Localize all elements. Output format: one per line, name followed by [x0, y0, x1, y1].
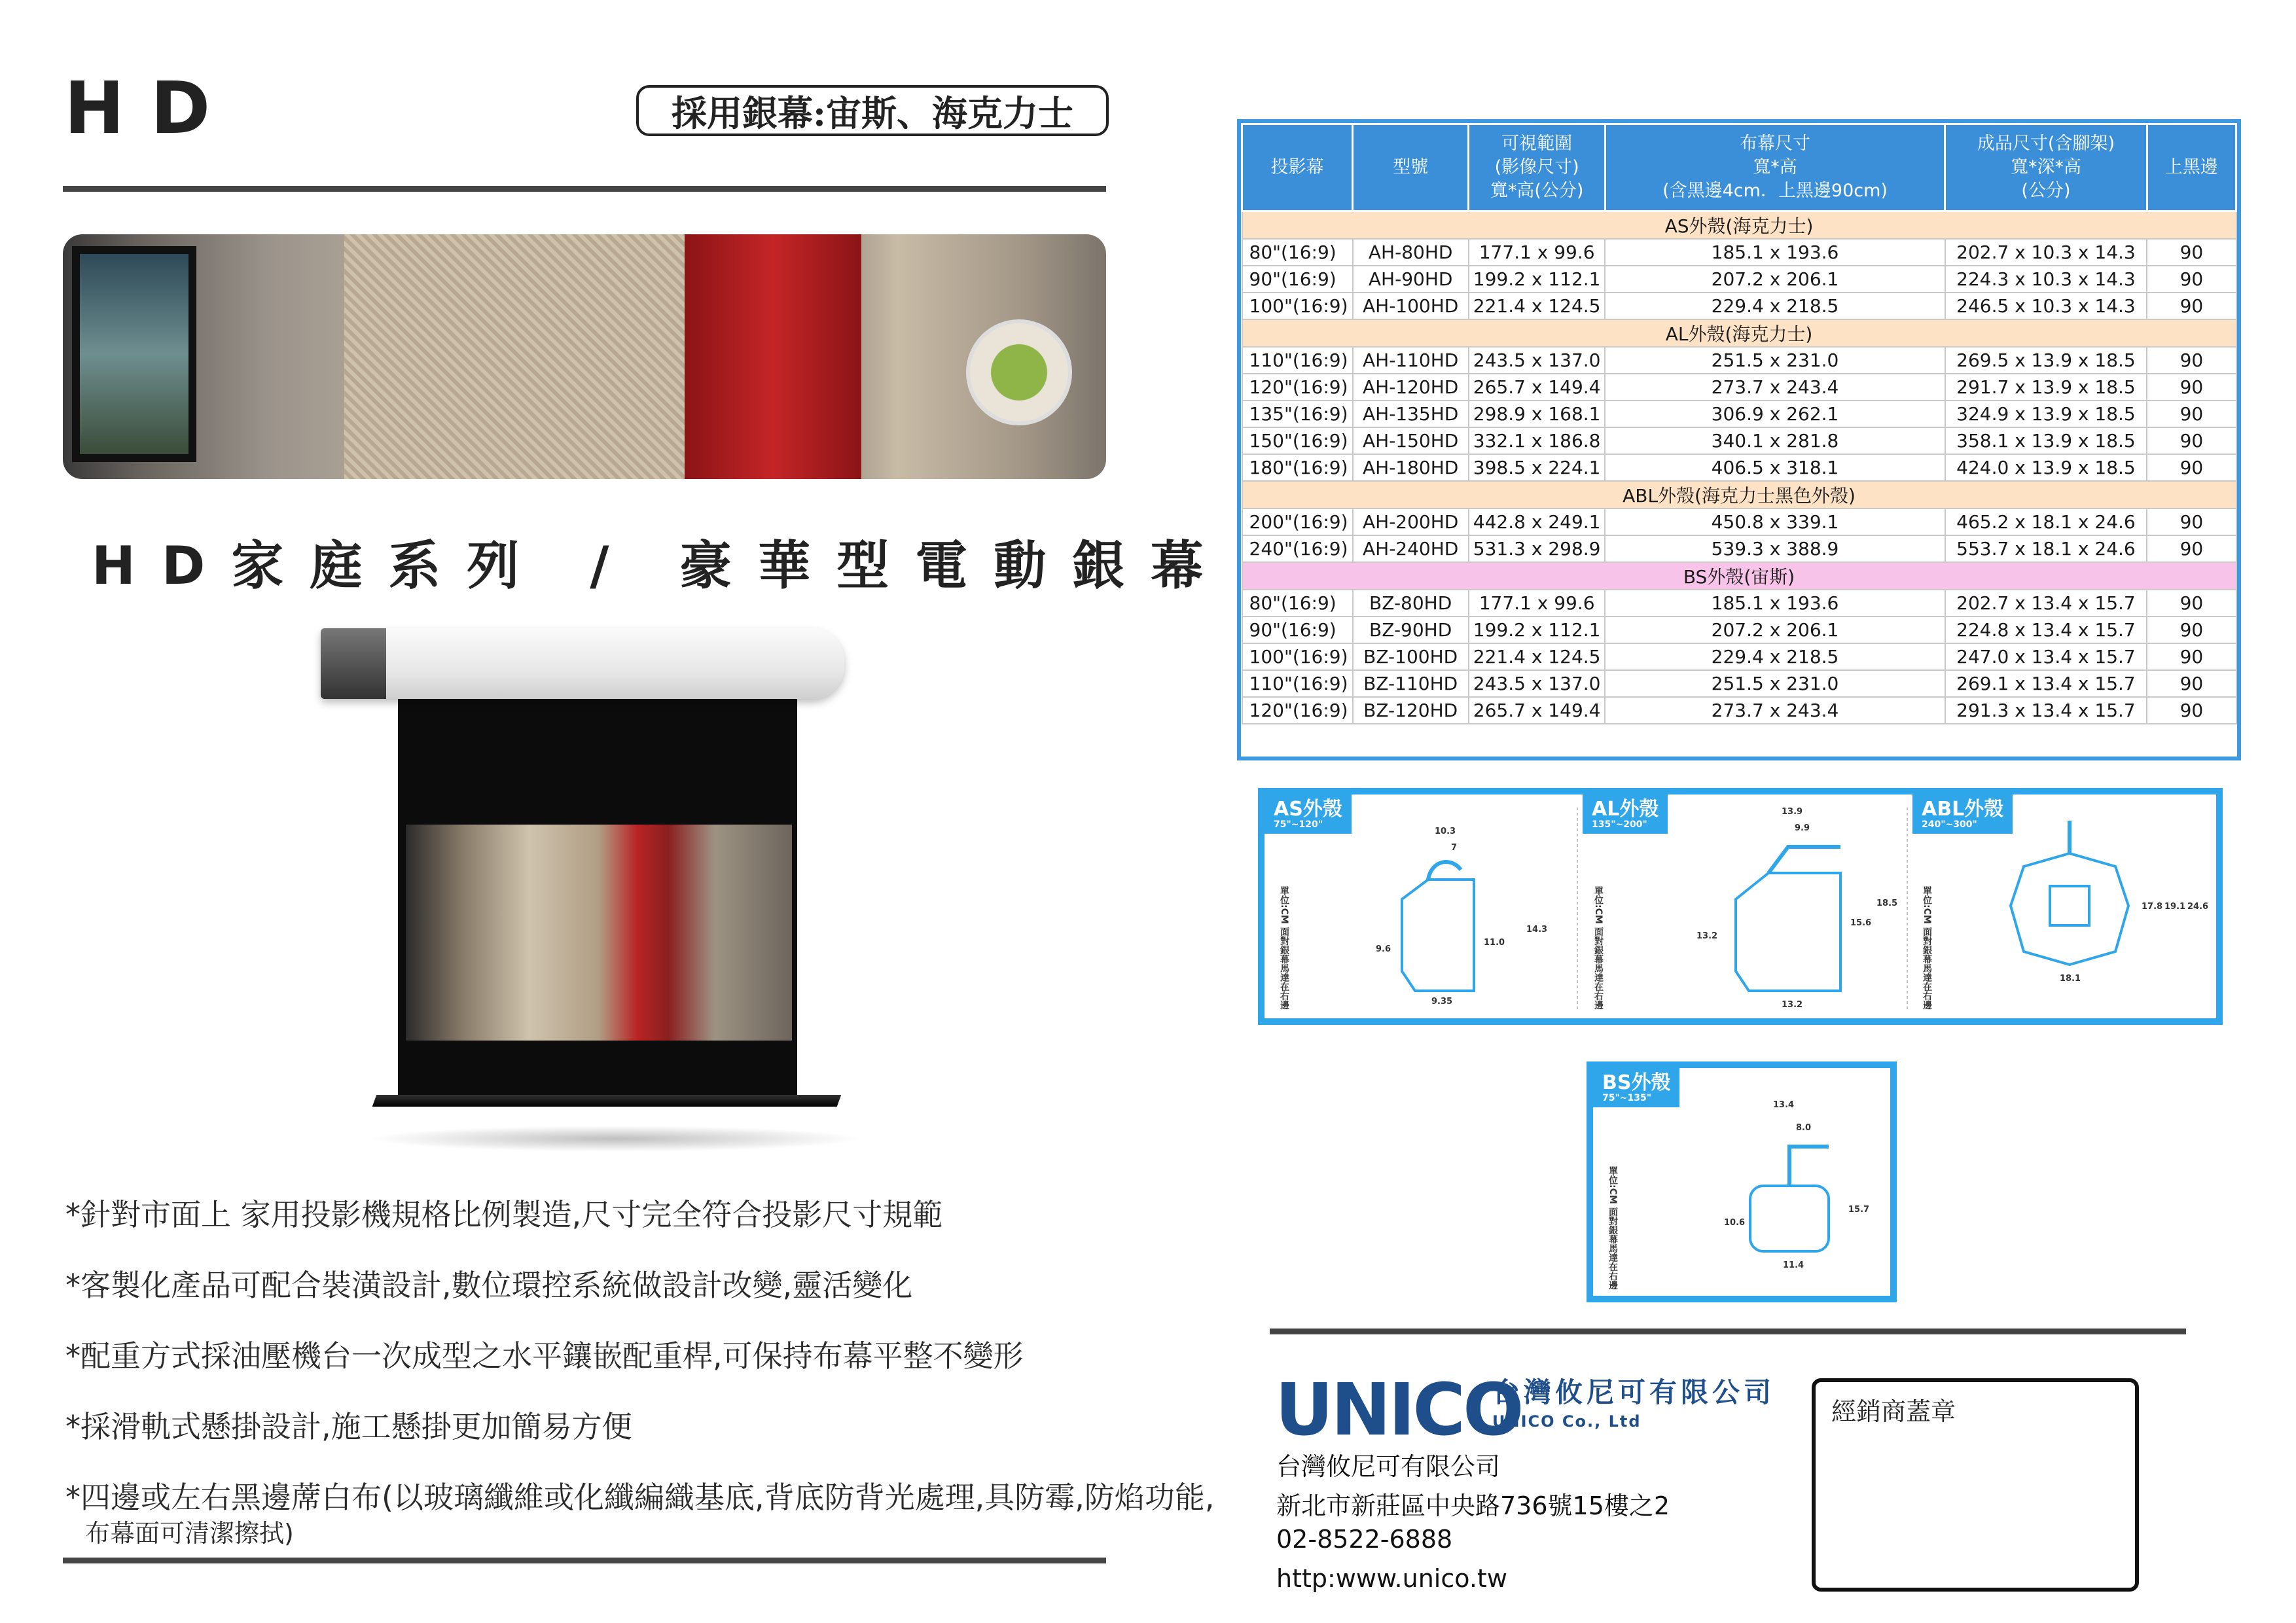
spec-cell: 246.5 x 10.3 x 14.3: [1945, 293, 2147, 319]
spec-row: [1242, 508, 2236, 535]
fruit-table-image: [966, 319, 1072, 425]
al-label-text: AL外殼: [1592, 798, 1659, 821]
abl-label-text: ABL外殼: [1922, 798, 2004, 821]
contact-company: 台灣攸尼可有限公司: [1276, 1452, 1501, 1481]
as-dim-left: 9.6: [1376, 944, 1391, 954]
spec-cell: 80"(16:9): [1242, 239, 1353, 266]
spec-cell: 265.7 x 149.4: [1469, 697, 1605, 724]
as-dim-total: 14.3: [1526, 925, 1548, 935]
spec-cell: 199.2 x 112.1: [1469, 266, 1605, 293]
col-header-top-border: 上黑邊: [2147, 124, 2236, 211]
feature-2: *客製化產品可配合裝潢設計,數位環控系統做設計改變,靈活變化: [65, 1268, 913, 1303]
bs-profile-icon: [1750, 1186, 1829, 1251]
spec-group-row: [1242, 319, 2236, 347]
bs-label-text: BS外殼: [1602, 1071, 1671, 1094]
screen-badge: 採用銀幕:宙斯、海克力士: [636, 85, 1109, 136]
spec-cell: 90: [2147, 374, 2236, 401]
spec-cell: 251.5 x 231.0: [1605, 347, 1945, 374]
screen-housing: [321, 628, 844, 699]
bs-dim-right: 15.7: [1848, 1205, 1870, 1215]
al-unit-note: 單位:CM 面對銀幕馬達在右邊: [1593, 886, 1604, 1010]
spec-cell: 269.1 x 13.4 x 15.7: [1945, 670, 2147, 697]
bs-dim-width: 13.4: [1773, 1100, 1795, 1110]
abl-dim-bottom: 18.1: [2060, 974, 2081, 984]
spec-cell: 306.9 x 262.1: [1605, 401, 1945, 427]
rug-image: [344, 234, 685, 479]
spec-cell: 90: [2147, 454, 2236, 481]
series-title: HD家庭系列 / 豪華型電動銀幕: [92, 535, 1230, 596]
as-dim-width: 10.3: [1435, 827, 1456, 836]
spec-cell: AH-180HD: [1353, 454, 1469, 481]
spec-cell: 90: [2147, 535, 2236, 562]
spec-cell: 539.3 x 388.9: [1605, 535, 1945, 562]
spec-cell: AH-240HD: [1353, 535, 1469, 562]
spec-row: [1242, 697, 2236, 724]
sofa-image: [685, 234, 861, 479]
spec-cell: 185.1 x 193.6: [1605, 239, 1945, 266]
spec-cell: 465.2 x 18.1 x 24.6: [1945, 508, 2147, 535]
spec-cell: 251.5 x 231.0: [1605, 670, 1945, 697]
al-dim-left: 13.2: [1696, 931, 1718, 941]
header-divider: [63, 186, 1106, 192]
abl-unit-note: 單位:CM 面對銀幕馬達在右邊: [1922, 886, 1932, 1010]
spec-row: [1242, 616, 2236, 643]
screen-shadow: [367, 1126, 864, 1152]
spec-cell: 110"(16:9): [1242, 670, 1353, 697]
spec-cell: BZ-110HD: [1353, 670, 1469, 697]
contact-phone[interactable]: 02-8522-6888: [1276, 1525, 1453, 1554]
spec-cell: 90: [2147, 293, 2236, 319]
footer-divider-right: [1270, 1329, 2186, 1334]
spec-cell: 80"(16:9): [1242, 590, 1353, 616]
spec-cell: AH-120HD: [1353, 374, 1469, 401]
spec-cell: 229.4 x 218.5: [1605, 293, 1945, 319]
spec-row: [1242, 266, 2236, 293]
spec-cell: BZ-120HD: [1353, 697, 1469, 724]
spec-cell: 291.3 x 13.4 x 15.7: [1945, 697, 2147, 724]
spec-cell: 243.5 x 137.0: [1469, 347, 1605, 374]
al-dim-total: 18.5: [1876, 899, 1898, 908]
spec-cell: AH-90HD: [1353, 266, 1469, 293]
spec-row: [1242, 454, 2236, 481]
spec-cell: 398.5 x 224.1: [1469, 454, 1605, 481]
spec-cell: 90"(16:9): [1242, 616, 1353, 643]
spec-row: [1242, 401, 2236, 427]
bs-dim-bottom: 11.4: [1783, 1260, 1804, 1270]
spec-cell: BZ-80HD: [1353, 590, 1469, 616]
spec-cell: BZ-100HD: [1353, 643, 1469, 670]
spec-cell: 90: [2147, 266, 2236, 293]
feature-3: *配重方式採油壓機台一次成型之水平鑲嵌配重桿,可保持布幕平整不變形: [65, 1338, 1024, 1374]
spec-cell: 90"(16:9): [1242, 266, 1353, 293]
spec-cell: 273.7 x 243.4: [1605, 697, 1945, 724]
spec-cell: 265.7 x 149.4: [1469, 374, 1605, 401]
spec-cell: 324.9 x 13.9 x 18.5: [1945, 401, 2147, 427]
spec-cell: 120"(16:9): [1242, 697, 1353, 724]
spec-cell: 90: [2147, 347, 2236, 374]
spec-row: [1242, 535, 2236, 562]
contact-website[interactable]: http:www.unico.tw: [1276, 1564, 1507, 1593]
spec-cell: 358.1 x 13.9 x 18.5: [1945, 427, 2147, 454]
as-unit-note: 單位:CM 面對銀幕馬達在右邊: [1279, 886, 1289, 1010]
as-profile-icon: [1402, 880, 1474, 991]
al-dim-right: 15.6: [1850, 918, 1872, 928]
spec-group-row: [1242, 481, 2236, 508]
company-name-cn: 台灣攸尼可有限公司: [1492, 1376, 1776, 1408]
company-name-en: UNICO Co., Ltd: [1492, 1412, 1641, 1431]
spec-cell: 269.5 x 13.9 x 18.5: [1945, 347, 2147, 374]
as-range-text: 75"~120": [1274, 819, 1323, 830]
spec-table: [1241, 123, 2237, 724]
abl-dim-mid: 19.1: [2164, 902, 2186, 912]
spec-group-title: AL外殼(海克力士): [1242, 319, 2236, 347]
spec-cell: 90: [2147, 590, 2236, 616]
spec-cell: AH-80HD: [1353, 239, 1469, 266]
spec-cell: 291.7 x 13.9 x 18.5: [1945, 374, 2147, 401]
as-label-text: AS外殼: [1274, 798, 1342, 821]
spec-table-container: [1237, 119, 2241, 760]
spec-cell: 90: [2147, 670, 2236, 697]
spec-cell: 90: [2147, 697, 2236, 724]
spec-cell: 90: [2147, 427, 2236, 454]
feature-5-cont: 布幕面可清潔擦拭): [85, 1519, 294, 1548]
feature-5: *四邊或左右黑邊蓆白布(以玻璃纖維或化纖編織基底,背底防背光處理,具防霉,防焰功能,: [65, 1480, 1215, 1515]
col-header-fabric: 布幕尺寸 寬*高 (含黑邊4cm．上黑邊90cm): [1605, 124, 1945, 211]
spec-cell: 340.1 x 281.8: [1605, 427, 1945, 454]
al-range-text: 135"~200": [1592, 819, 1647, 830]
spec-row: [1242, 670, 2236, 697]
spec-cell: 243.5 x 137.0: [1469, 670, 1605, 697]
spec-cell: 185.1 x 193.6: [1605, 590, 1945, 616]
spec-cell: 553.7 x 18.1 x 24.6: [1945, 535, 2147, 562]
spec-row: [1242, 643, 2236, 670]
dealer-stamp-label: 經銷商蓋章: [1831, 1397, 1956, 1426]
spec-cell: 135"(16:9): [1242, 401, 1353, 427]
footer-divider-left: [63, 1558, 1106, 1563]
col-header-product: 成品尺寸(含腳架) 寬*深*高 (公分): [1945, 124, 2147, 211]
spec-cell: 224.8 x 13.4 x 15.7: [1945, 616, 2147, 643]
bs-dim-bracket: 8.0: [1796, 1123, 1812, 1133]
spec-cell: 424.0 x 13.9 x 18.5: [1945, 454, 2147, 481]
spec-cell: AH-135HD: [1353, 401, 1469, 427]
spec-row: [1242, 239, 2236, 266]
bs-dim-left: 10.6: [1724, 1218, 1746, 1228]
as-dim-bracket: 7: [1451, 843, 1458, 853]
abl-profile-icon: [2011, 853, 2128, 965]
spec-header-row: [1242, 124, 2236, 211]
spec-cell: AH-100HD: [1353, 293, 1469, 319]
feature-4: *採滑軌式懸掛設計,施工懸掛更加簡易方便: [65, 1409, 632, 1444]
al-dim-bracket: 9.9: [1795, 823, 1810, 833]
spec-cell: 177.1 x 99.6: [1469, 590, 1605, 616]
spec-cell: 90: [2147, 239, 2236, 266]
col-header-screen: 投影幕: [1242, 124, 1353, 211]
spec-cell: 90: [2147, 643, 2236, 670]
spec-cell: 229.4 x 218.5: [1605, 643, 1945, 670]
bs-range-text: 75"~135": [1602, 1093, 1652, 1103]
spec-cell: 90: [2147, 401, 2236, 427]
spec-cell: 100"(16:9): [1242, 643, 1353, 670]
abl-range-text: 240"~300": [1922, 819, 1977, 830]
spec-cell: BZ-90HD: [1353, 616, 1469, 643]
spec-row: [1242, 590, 2236, 616]
spec-cell: AH-110HD: [1353, 347, 1469, 374]
bs-bracket-icon: [1789, 1147, 1829, 1186]
col-header-model: 型號: [1353, 124, 1469, 211]
bs-housing-panel: [1587, 1061, 1897, 1302]
spec-cell: 199.2 x 112.1: [1469, 616, 1605, 643]
spec-row: [1242, 293, 2236, 319]
spec-cell: 298.9 x 168.1: [1469, 401, 1605, 427]
spec-group-title: AS外殼(海克力士): [1242, 211, 2236, 240]
tv-image: [72, 246, 196, 462]
spec-cell: 240"(16:9): [1242, 535, 1353, 562]
al-profile-icon: [1736, 873, 1840, 991]
spec-cell: 207.2 x 206.1: [1605, 266, 1945, 293]
spec-cell: 273.7 x 243.4: [1605, 374, 1945, 401]
spec-group-row: [1242, 211, 2236, 240]
spec-row: [1242, 427, 2236, 454]
spec-cell: 332.1 x 186.8: [1469, 427, 1605, 454]
spec-group-title: ABL外殼(海克力士黑色外殼): [1242, 481, 2236, 508]
spec-cell: 100"(16:9): [1242, 293, 1353, 319]
housing-diagrams-panel: [1258, 788, 2223, 1025]
contact-address: 新北市新莊區中央路736號15樓之2: [1276, 1491, 1670, 1520]
weight-bar: [372, 1095, 842, 1107]
spec-cell: 177.1 x 99.6: [1469, 239, 1605, 266]
spec-row: [1242, 374, 2236, 401]
spec-cell: 110"(16:9): [1242, 347, 1353, 374]
spec-cell: 442.8 x 249.1: [1469, 508, 1605, 535]
page-title: HD: [64, 66, 237, 150]
spec-group-title: BS外殼(宙斯): [1242, 562, 2236, 590]
spec-cell: 221.4 x 124.5: [1469, 643, 1605, 670]
spec-cell: 531.3 x 298.9: [1469, 535, 1605, 562]
spec-cell: 90: [2147, 508, 2236, 535]
abl-dim-inner: 17.8: [2142, 902, 2163, 912]
al-dim-bottom: 13.2: [1782, 1000, 1803, 1010]
spec-cell: 120"(16:9): [1242, 374, 1353, 401]
al-bracket-icon: [1768, 847, 1840, 873]
spec-cell: 150"(16:9): [1242, 427, 1353, 454]
spec-cell: 247.0 x 13.4 x 15.7: [1945, 643, 2147, 670]
spec-cell: AH-150HD: [1353, 427, 1469, 454]
spec-cell: 90: [2147, 616, 2236, 643]
as-dim-right: 11.0: [1484, 938, 1505, 948]
housing-end-cap: [321, 628, 386, 699]
as-bracket-icon: [1428, 862, 1461, 880]
spec-cell: 224.3 x 10.3 x 14.3: [1945, 266, 2147, 293]
bs-diagram-svg: [1593, 1068, 1890, 1296]
projected-image: [406, 825, 792, 1041]
spec-cell: 180"(16:9): [1242, 454, 1353, 481]
bs-unit-note: 單位:CM 面對銀幕馬達在右邊: [1607, 1166, 1618, 1290]
spec-cell: AH-200HD: [1353, 508, 1469, 535]
spec-row: [1242, 347, 2236, 374]
motorized-screen-illustration: [321, 628, 857, 1178]
living-room-photo: [63, 234, 1106, 479]
spec-cell: 221.4 x 124.5: [1469, 293, 1605, 319]
housing-diagrams-svg: [1265, 794, 2216, 1018]
abl-dim-total: 24.6: [2187, 902, 2209, 912]
col-header-viewable: 可視範圍 (影像尺寸) 寬*高(公分): [1469, 124, 1605, 211]
spec-cell: 202.7 x 13.4 x 15.7: [1945, 590, 2147, 616]
spec-group-row: [1242, 562, 2236, 590]
spec-cell: 207.2 x 206.1: [1605, 616, 1945, 643]
al-dim-width: 13.9: [1782, 807, 1803, 817]
spec-cell: 202.7 x 10.3 x 14.3: [1945, 239, 2147, 266]
unico-logo: UNICO: [1275, 1368, 1522, 1452]
spec-cell: 200"(16:9): [1242, 508, 1353, 535]
as-dim-bottom: 9.35: [1431, 997, 1453, 1007]
spec-cell: 406.5 x 318.1: [1605, 454, 1945, 481]
spec-cell: 450.8 x 339.1: [1605, 508, 1945, 535]
feature-1: *針對市面上 家用投影機規格比例製造,尺寸完全符合投影尺寸規範: [65, 1197, 943, 1232]
